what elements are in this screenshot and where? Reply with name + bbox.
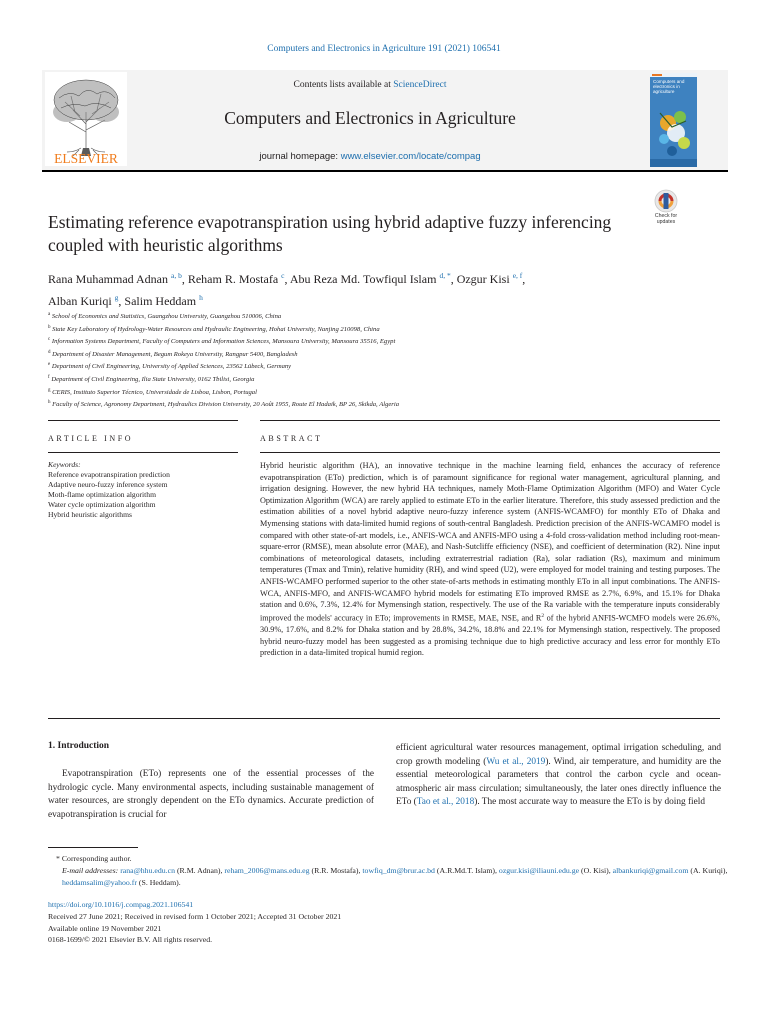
affiliation-marker: f — [48, 374, 50, 380]
author-separator: , — [450, 272, 457, 286]
article-info-heading: ARTICLE INFO — [48, 434, 134, 443]
cover-title: Computers and electronics in agriculture — [653, 79, 685, 94]
author-affiliation-marker[interactable]: a, b — [170, 271, 182, 280]
affiliation-item — [48, 360, 728, 373]
author-name[interactable]: Rana Muhammad Adnan — [48, 272, 168, 286]
email-owner: (A.R.Md.T. Islam), — [434, 866, 499, 875]
email-owner: (S. Heddam). — [136, 878, 181, 887]
keyword-item: Hybrid heuristic algorithms — [48, 510, 132, 520]
keyword-item: Reference evapotranspiration prediction — [48, 470, 170, 480]
copyright: 0168-1699/© 2021 Elsevier B.V. All rights reserved. — [48, 935, 213, 945]
homepage-line — [130, 151, 610, 162]
publication-info — [48, 899, 728, 946]
author — [290, 272, 457, 286]
affiliation-list — [48, 310, 728, 411]
elsevier-tree-icon — [45, 72, 127, 166]
available-online: Available online 19 November 2021 — [48, 923, 162, 933]
elsevier-logo — [45, 72, 127, 166]
affiliation-text: Department of Disaster Management, Begum Rokeya University, Rangpur 5400, Bangladesh — [52, 350, 298, 358]
author — [48, 272, 188, 286]
journal-title: Computers and Electronics in Agriculture — [224, 108, 516, 128]
footnote-divider — [48, 847, 138, 848]
intro-text-part: ). Wind, air temperature, and humidity are the essential meteorological parameters that control the carbon cycle and ocean-atmospheric air mass circulation; simultaneously, the later ones directly influence the ETo ( — [396, 756, 722, 808]
affiliation-item — [48, 398, 728, 411]
author — [124, 294, 202, 308]
article-title: Estimating reference evapotranspiration using hybrid adaptive fuzzy inferencing coupled with heuristic algorithms — [48, 212, 612, 255]
citation-link[interactable]: Tao et al., 2018 — [416, 797, 475, 808]
author — [188, 272, 290, 286]
check-for-updates-label-1: Check for — [654, 213, 678, 219]
author — [457, 272, 526, 286]
author-affiliation-marker[interactable]: d, * — [439, 271, 451, 280]
sciencedirect-link[interactable]: ScienceDirect — [393, 80, 447, 90]
footnotes — [48, 853, 728, 889]
affiliation-marker: e — [48, 362, 51, 368]
journal-homepage-link[interactable]: www.elsevier.com/locate/compag — [340, 151, 481, 162]
author-separator: , — [522, 272, 526, 286]
affiliation-marker: d — [48, 349, 51, 355]
author-name[interactable]: Alban Kuriqi — [48, 293, 112, 308]
author — [48, 294, 124, 308]
abstract-text-part: Hybrid heuristic algorithm (HA), an innovative technique in the machine learning field, enhances the accuracy of reference evapotranspiration (ETo) prediction, which is of paramount significance for regional water management, agricultural planning, and irrigation designing. However, the new hybrid HA techniques, namely Moth-Flame Optimization Algorithm (MFO) and Water Cycle Optimization Algorithm (WCA) are rarely applied to estimate ETo in the earlier literature. Therefore, this study assessed prediction and the estimation abilities of a novel hybrid adaptive neuro-fuzzy inference system (ANFIS-WCAMFO) for monthly ETo of Dhaka and Mymensing stations with data-limited humid regions of south-central Bangladesh. Prediction precision of the ANFIS-WCAMFO model is compared with other state-of-art models, i.e., ANFIS-WCA and ANFIS-MFO using a 4-fold cross-validation method including root-mean-square-error (RMSE), mean absolute error (MAE), and Nash-Sutcliffe efficiency (NSE), and coefficient of determination (R2). Nine input combinations of meteorological datasets, including extraterrestrial radiation (Ra), solar radiation (Rs), maximum and minimum temperatures (Tmax and Tmin), relative humidity (RH), and wind speed (U2), were employed for model training and testing purposes. The ANFIS-WCAMFO performed superior to the other state-of-arts methods in estimating monthly ETo in all input combinations. The ANFIS-WCA, ANFIS-MFO, and ANFIS-WCAMFO hybrid models for estimating ETo improved RMSE as 2.7%, 6.9%, and 15.1% for Dhaka station and 0.6%, 7.3%, 12.4% for Mymensingh station, respectively. The use of the Ra variable with the temperature inputs considerably improved the models' accuracy in ETo; improvements in RMSE, MAE, NSE, and R — [260, 461, 720, 623]
affiliation-text: Department of Civil Engineering, Ilia State University, 0162 Tbilisi, Georgia — [51, 376, 255, 384]
journal-reference[interactable]: Computers and Electronics in Agriculture 191 (2021) 106541 — [267, 44, 501, 54]
intro-text-part: efficient agricultural water resources management, optimal irrigation scheduling, and crop growth modeling ( — [396, 743, 721, 767]
introduction-heading: 1. Introduction — [48, 741, 110, 751]
doi-link[interactable]: https://doi.org/10.1016/j.compag.2021.106541 — [48, 900, 194, 909]
elsevier-wordmark: ELSEVIER — [54, 151, 118, 166]
affiliation-marker: g — [48, 387, 51, 393]
email-link[interactable]: towfiq_dm@brur.ac.bd — [362, 866, 435, 875]
abstract-superscript: 2 — [541, 612, 545, 619]
affiliation-marker: c — [48, 337, 51, 343]
affiliation-item — [48, 323, 728, 336]
author-affiliation-marker[interactable]: e, f — [512, 271, 523, 280]
email-owner: (A. Kuriqi), — [688, 866, 728, 875]
affiliation-text: Faculty of Science, Agronomy Department, Hydraulics Division University, 20 Août 1955, Route El Hadaik, BP 26, Skikda, Algeria — [52, 401, 399, 409]
email-addresses — [48, 865, 728, 889]
affiliation-item — [48, 386, 728, 399]
journal-cover-image — [650, 73, 697, 167]
abstract-heading: ABSTRACT — [260, 434, 323, 443]
author-separator: , — [118, 293, 125, 308]
affiliation-item — [48, 335, 728, 348]
check-for-updates-label-2: updates — [656, 218, 676, 225]
abstract-text-part: of the hybrid ANFIS-WCMFO models were 26.6%, 30.9%, 17.6%, and 8.2% for Dhaka station and by 28.8%, 34.2%, 18.8% and 22.1% for Mymensingh station, respectively. The proposed hybrid neuro-fuzzy model has been suggested as a promising technique due to high predictive accuracy and less error for monthly ETo prediction in a data-limited tropical humid region. — [260, 613, 720, 658]
introduction-column-1: Evapotranspiration (ETo) represents one of the essential processes of the hydrologic cycle. Many environmental aspects, including sustainable management of water resources, are strongly dependent on the ETo dynamics. Accurate prediction of evapotranspiration is crucial for — [48, 769, 374, 820]
affiliation-text: Information Systems Department, Faculty of Computers and Information Sciences, Mansoura University, Mansoura 35516, Egypt — [51, 338, 396, 346]
author-name[interactable]: Ozgur Kisi — [456, 272, 510, 286]
email-owner: (R.M. Adnan), — [175, 866, 225, 875]
affiliation-text: State Key Laboratory of Hydrology-Water Resources and Hydraulic Engineering, Hohai University, Nanjing 210098, China — [52, 325, 380, 333]
affiliation-marker: a — [48, 312, 51, 317]
author-name[interactable]: Reham R. Mostafa — [187, 272, 279, 286]
email-link[interactable]: albankuriqi@gmail.com — [612, 866, 689, 875]
introduction-column-2 — [396, 742, 721, 810]
divider — [260, 420, 720, 421]
contents-line — [130, 80, 610, 90]
divider — [48, 420, 238, 421]
contents-prefix: Contents lists available at — [293, 80, 394, 90]
affiliation-item — [48, 310, 728, 323]
author-affiliation-marker[interactable]: h — [199, 292, 203, 302]
check-for-updates-button[interactable] — [647, 187, 685, 231]
affiliation-text: School of Economics and Statistics, Guangzhou University, Guangzhou 510006, China — [51, 313, 282, 321]
homepage-prefix: journal homepage: — [259, 151, 341, 162]
keyword-item: Water cycle optimization algorithm — [48, 500, 156, 510]
email-owner: (R.R. Mostafa), — [309, 866, 363, 875]
affiliation-item — [48, 348, 728, 361]
journal-cover — [650, 73, 697, 167]
email-link[interactable]: reham_2006@mans.edu.eg — [224, 866, 310, 875]
email-owner: (O. Kisi), — [579, 866, 613, 875]
affiliation-text: Department of Civil Engineering, University of Applied Sciences, 23562 Lübeck, Germany — [51, 363, 292, 371]
intro-text-part: ). The most accurate way to measure the ETo is by doing field — [474, 797, 705, 808]
divider — [260, 452, 720, 453]
author-affiliation-marker[interactable]: c — [281, 271, 285, 280]
email-label: E-mail addresses: — [62, 866, 121, 875]
affiliation-item — [48, 373, 728, 386]
divider — [48, 452, 238, 453]
divider — [48, 718, 720, 719]
citation-link[interactable]: Wu et al., 2019 — [486, 756, 546, 767]
affiliation-marker: h — [48, 400, 51, 406]
affiliation-marker: b — [48, 324, 51, 330]
author-separator: , — [284, 272, 290, 286]
received-dates: Received 27 June 2021; Received in revised form 1 October 2021; Accepted 31 October 2021 — [48, 911, 342, 921]
author-affiliation-marker[interactable]: g — [114, 292, 119, 302]
author-separator: , — [181, 272, 188, 286]
author-name[interactable]: Abu Reza Md. Towfiqul Islam — [289, 272, 437, 286]
keywords-label: Keywords: — [48, 460, 81, 469]
keyword-item: Moth-flame optimization algorithm — [48, 490, 156, 500]
keyword-item: Adaptive neuro-fuzzy inference system — [48, 480, 168, 490]
email-link[interactable]: heddamsalim@yahoo.fr — [62, 878, 137, 887]
affiliation-text: CERIS, Instituto Superior Técnico, Universidade de Lisboa, Lisbon, Portugal — [52, 388, 257, 396]
keywords-section — [48, 460, 238, 521]
author-name[interactable]: Salim Heddam — [124, 293, 197, 308]
abstract-text — [260, 460, 720, 659]
corresponding-author-note: * Corresponding author. — [56, 854, 132, 863]
email-link[interactable]: ozgur.kisi@iliauni.edu.ge — [498, 866, 580, 875]
email-link[interactable]: rana@hhu.edu.cn — [120, 866, 175, 875]
author-list — [48, 267, 688, 310]
